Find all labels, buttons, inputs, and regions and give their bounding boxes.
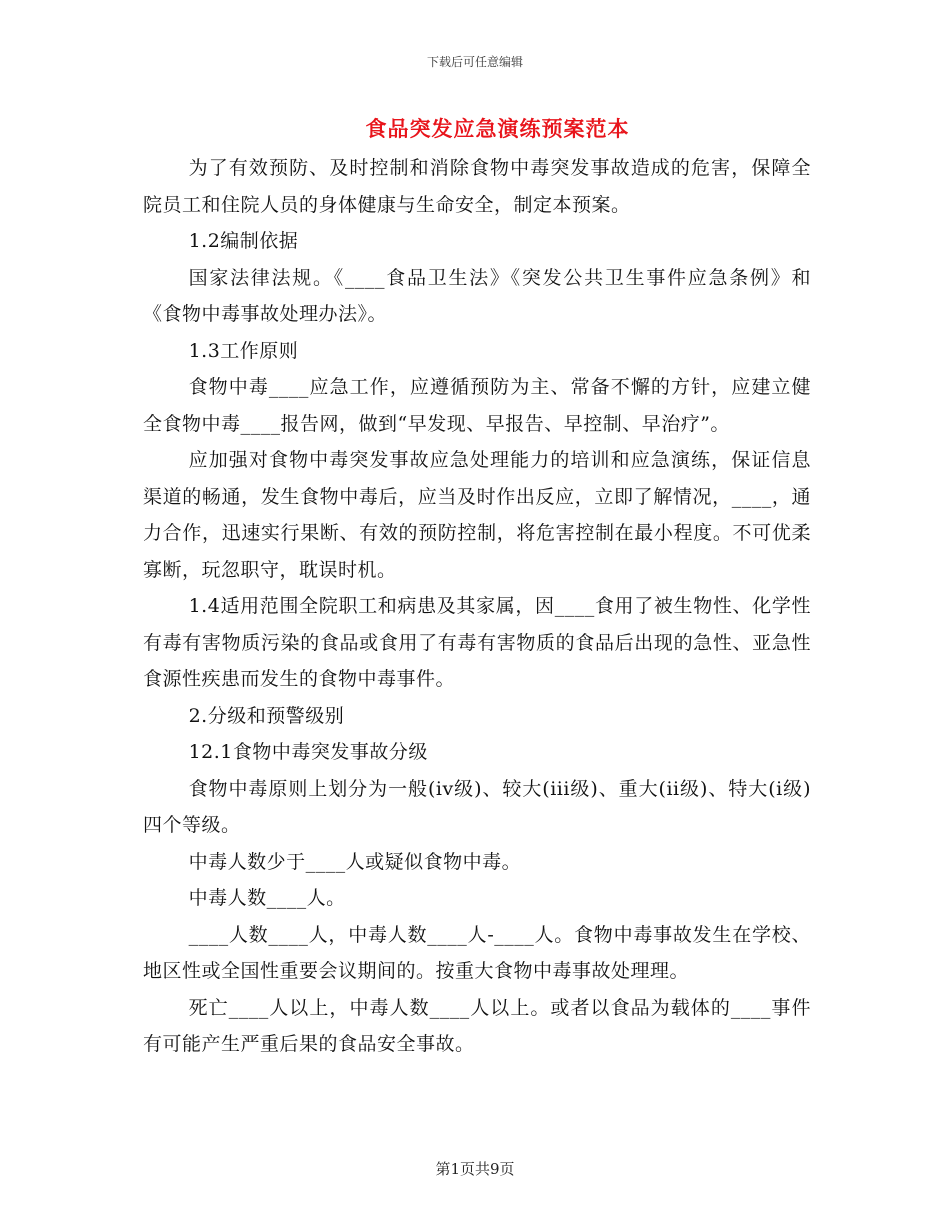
paragraph-legal-basis: 国家法律法规。《____食品卫生法》《突发公共卫生事件应急条例》和《食物中毒事故处理办法》。	[143, 266, 811, 325]
paragraph-principle-2: 应加强对食物中毒突发事故应急处理能力的培训和应急演练，保证信息渠道的畅通，发生食物中毒后，应当及时作出反应，立即了解情况，____，通力合作，迅速实行果断、有效的预防控制，将危害控制在最小程度。不可优柔寡断，玩忽职守，耽误时机。	[143, 449, 811, 581]
document-title: 食品突发应急演练预案范本	[365, 116, 630, 141]
paragraph-intro: 为了有效预防、及时控制和消除食物中毒突发事故造成的危害，保障全院员工和住院人员的身体健康与生命安全，制定本预案。	[143, 157, 811, 216]
section-heading-1-3: 1.3工作原则	[188, 339, 299, 362]
page-header-note: 下载后可任意编辑	[426, 55, 523, 69]
section-heading-12-1: 12.1食物中毒突发事故分级	[188, 741, 428, 763]
section-heading-2: 2.分级和预警级别	[188, 704, 345, 727]
paragraph-scope: 1.4适用范围全院职工和病患及其家属，因____食用了被生物性、化学性有毒有害物质污染的食品或食用了有毒有害物质的食品后出现的急性、亚急性食源性疾患而发生的食物中毒事件。	[143, 595, 811, 690]
document-body	[143, 150, 811, 1063]
page-indicator: 第1页共9页	[435, 1160, 515, 1178]
paragraph-level-general: 中毒人数少于____人或疑似食物中毒。	[188, 850, 522, 873]
paragraph-principle-1: 食物中毒____应急工作，应遵循预防为主、常备不懈的方针，应建立健全食物中毒____报告网，做到“早发现、早报告、早控制、早治疗”。	[143, 376, 811, 435]
paragraph-level-large: 中毒人数____人。	[188, 887, 346, 909]
section-heading-1-2: 1.2编制依据	[188, 230, 299, 252]
paragraph-levels: 食物中毒原则上划分为一般(iv级)、较大(iii级)、重大(ii级)、特大(i级)四个等级。	[143, 777, 811, 836]
paragraph-level-major: ____人数____人，中毒人数____人-____人。食物中毒事故发生在学校、地区性或全国性重要会议期间的。按重大食物中毒事故处理理。	[143, 923, 811, 982]
paragraph-level-extra: 死亡____人以上，中毒人数____人以上。或者以食品为载体的____事件有可能产生严重后果的食品安全事故。	[143, 996, 811, 1055]
